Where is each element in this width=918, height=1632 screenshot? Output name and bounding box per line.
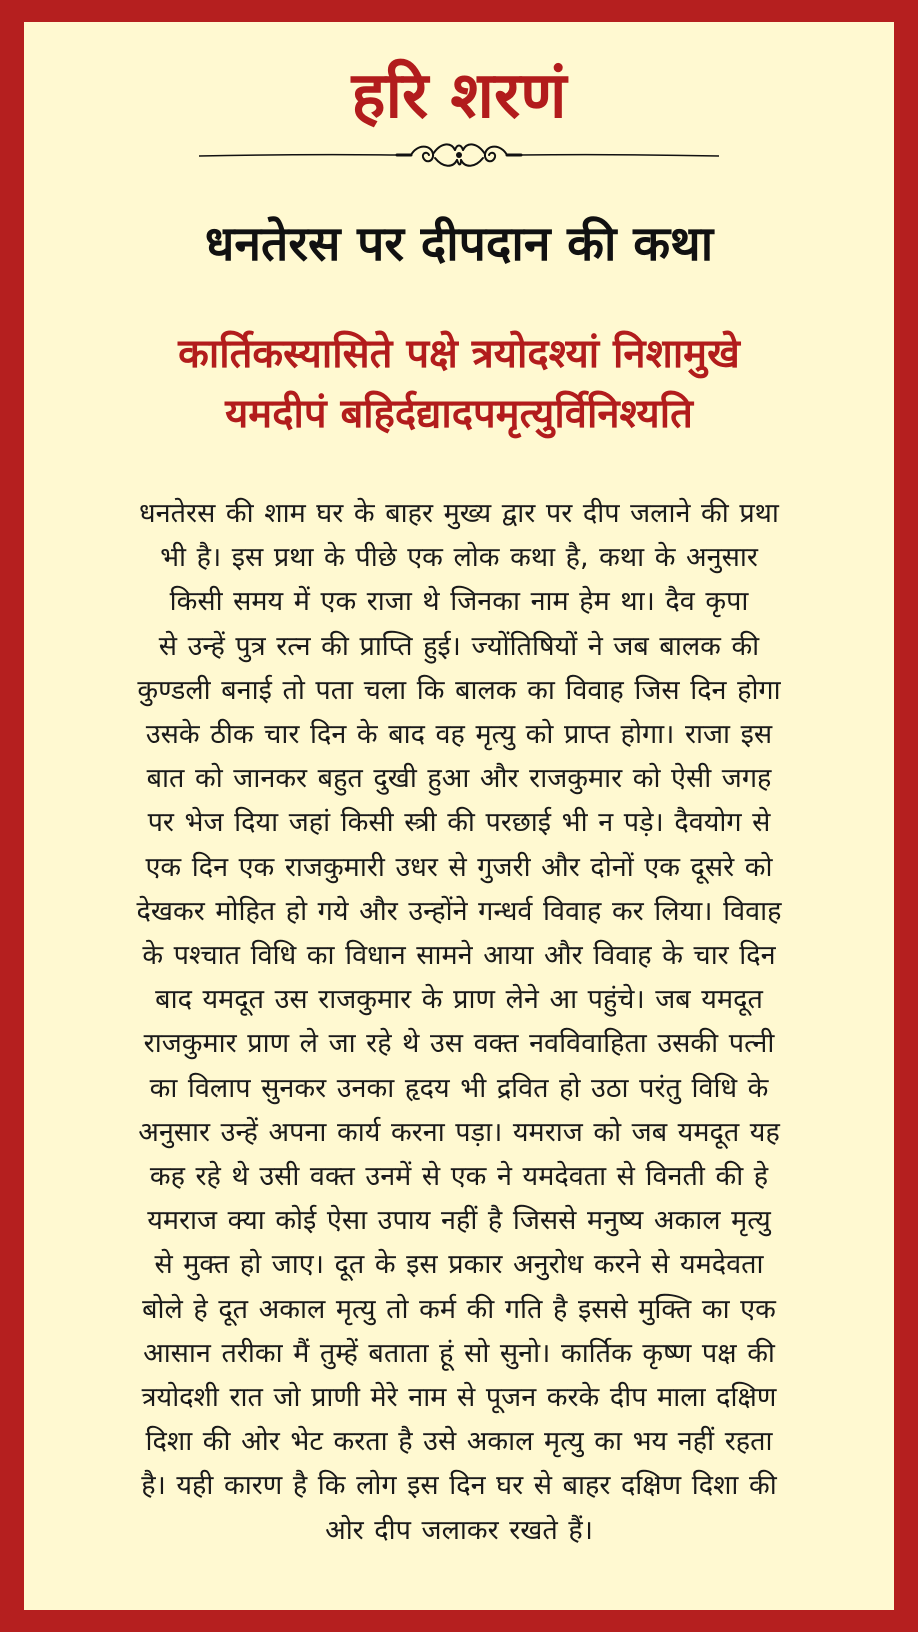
story-title: धनतेरस पर दीपदान की कथा — [204, 216, 714, 272]
story-line: का विलाप सुनकर उनका हृदय भी द्रवित हो उठा परंतु विधि के — [149, 1072, 769, 1104]
story-line: उसके ठीक चार दिन के बाद वह मृत्यु को प्राप्त होगा। राजा इस — [145, 719, 773, 751]
poster-card — [24, 22, 894, 1610]
shloka-line: कार्तिकस्यासिते पक्षे त्रयोदश्यां निशामुखे — [178, 331, 740, 377]
story-line: देखकर मोहित हो गये और उन्होंने गन्धर्व विवाह कर लिया। विवाह — [136, 895, 782, 927]
story-line: दिशा की ओर भेट करता है उसे अकाल मृत्यु का भय नहीं रहता — [145, 1426, 773, 1458]
story-line: से उन्हें पुत्र रत्न की प्राप्ति हुई। ज्योंतिषियों ने जब बालक की — [158, 630, 760, 662]
story-line: बाद यमदूत उस राजकुमार के प्राण लेने आ पहुंचे। जब यमदूत — [155, 984, 763, 1016]
story-line: राजकुमार प्राण ले जा रहे थे उस वक्त नवविवाहिता उसकी पत्नी — [143, 1028, 775, 1060]
story-line: एक दिन एक राजकुमारी उधर से गुजरी और दोनों एक दूसरे को — [145, 851, 773, 883]
story-line: त्रयोदशी रात जो प्राणी मेरे नाम से पूजन करके दीप माला दक्षिण — [141, 1382, 777, 1414]
story-line: भी है। इस प्रथा के पीछे एक लोक कथा है, कथा के अनुसार — [160, 542, 758, 574]
story-body — [44, 492, 874, 1553]
story-line: बोले हे दूत अकाल मृत्यु तो कर्म की गति है इससे मुक्ति का एक — [142, 1293, 776, 1325]
story-line: अनुसार उन्हें अपना कार्य करना पड़ा। यमराज को जब यमदूत यह — [138, 1116, 780, 1148]
shloka-line: यमदीपं बहिर्दद्यादपमृत्युर्विनिश्यति — [225, 391, 693, 437]
story-line: कुण्डली बनाई तो पता चला कि बालक का विवाह जिस दिन होगा — [137, 674, 781, 706]
sanskrit-shloka — [34, 324, 884, 444]
story-line: यमराज क्या कोई ऐसा उपाय नहीं है जिससे मनुष्य अकाल मृत्यु — [147, 1205, 771, 1237]
story-line: बात को जानकर बहुत दुखी हुआ और राजकुमार को ऐसी जगह — [146, 763, 772, 795]
story-line: कह रहे थे उसी वक्त उनमें से एक ने यमदेवता से विनती की हे — [149, 1161, 769, 1193]
story-line: पर भेज दिया जहां किसी स्त्री की परछाई भी न पड़े। दैवयोग से — [147, 807, 771, 839]
story-line: आसान तरीका मैं तुम्हें बताता हूं सो सुनो। कार्तिक कृष्ण पक्ष की — [143, 1337, 775, 1369]
story-line: के पश्चात विधि का विधान सामने आया और विवाह के चार दिन — [142, 940, 776, 972]
brand-title: हरि शरणं — [351, 59, 567, 133]
story-line: किसी समय में एक राजा थे जिनका नाम हेम था। दैव कृपा — [169, 586, 749, 618]
story-line: ओर दीप जलाकर रखते हैं। — [325, 1514, 593, 1546]
story-line: धनतेरस की शाम घर के बाहर मुख्य द्वार पर दीप जलाने की प्रथा — [139, 498, 779, 529]
ornamental-flourish-icon — [199, 136, 719, 176]
story-line: है। यही कारण है कि लोग इस दिन घर से बाहर दक्षिण दिशा की — [141, 1470, 777, 1502]
story-line: से मुक्त हो जाए। दूत के इस प्रकार अनुरोध करने से यमदेवता — [154, 1249, 764, 1281]
